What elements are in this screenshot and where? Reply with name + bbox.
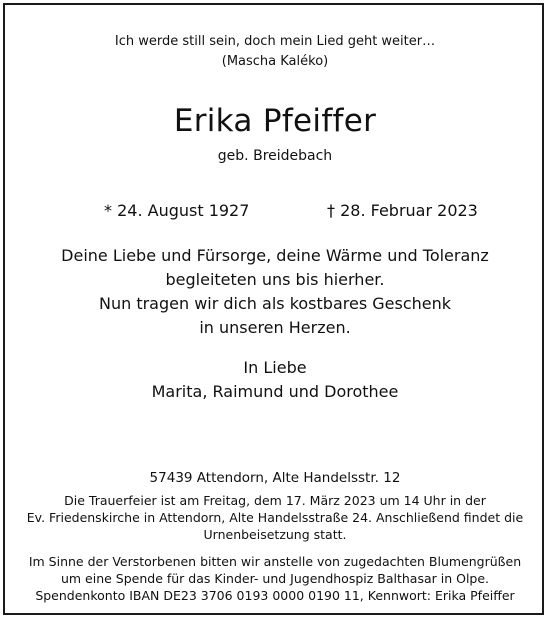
verse-line: in unseren Herzen. bbox=[199, 318, 351, 337]
verse-line: Deine Liebe und Fürsorge, deine Wärme und Toleranz bbox=[61, 246, 489, 265]
death-date: † 28. Februar 2023 bbox=[327, 201, 478, 220]
funeral-info-line: Ev. Friedenskirche in Attendorn, Alte Handelsstraße 24. Anschließend findet die bbox=[26, 510, 524, 525]
signature-intro: In Liebe bbox=[243, 358, 307, 377]
quote-author: (Mascha Kaléko) bbox=[221, 54, 329, 69]
family-address: 57439 Attendorn, Alte Handelsstr. 12 bbox=[149, 470, 401, 486]
donation-info-line: Im Sinne der Verstorbenen bitten wir anstelle von zugedachten Blumengrüßen bbox=[28, 554, 522, 569]
donation-info-line: um eine Spende für das Kinder- und Jugendhospiz Balthasar in Olpe. bbox=[60, 571, 490, 586]
signature-names: Marita, Raimund und Dorothee bbox=[151, 382, 399, 401]
deceased-name: Erika Pfeiffer bbox=[173, 103, 377, 139]
quote-text: Ich werde still sein, doch mein Lied geht weiter… bbox=[114, 34, 436, 49]
donation-info-line: Spendenkonto IBAN DE23 3706 0193 0000 0190 11, Kennwort: Erika Pfeiffer bbox=[35, 588, 515, 603]
birth-date: * 24. August 1927 bbox=[104, 201, 250, 220]
funeral-info-line: Urnenbeisetzung statt. bbox=[203, 527, 347, 542]
birth-name: geb. Breidebach bbox=[217, 148, 333, 164]
verse-line: begleiteten uns bis hierher. bbox=[165, 270, 385, 289]
verse-line: Nun tragen wir dich als kostbares Geschenk bbox=[98, 294, 452, 313]
funeral-info-line: Die Trauerfeier ist am Freitag, dem 17. März 2023 um 14 Uhr in der bbox=[64, 493, 486, 508]
